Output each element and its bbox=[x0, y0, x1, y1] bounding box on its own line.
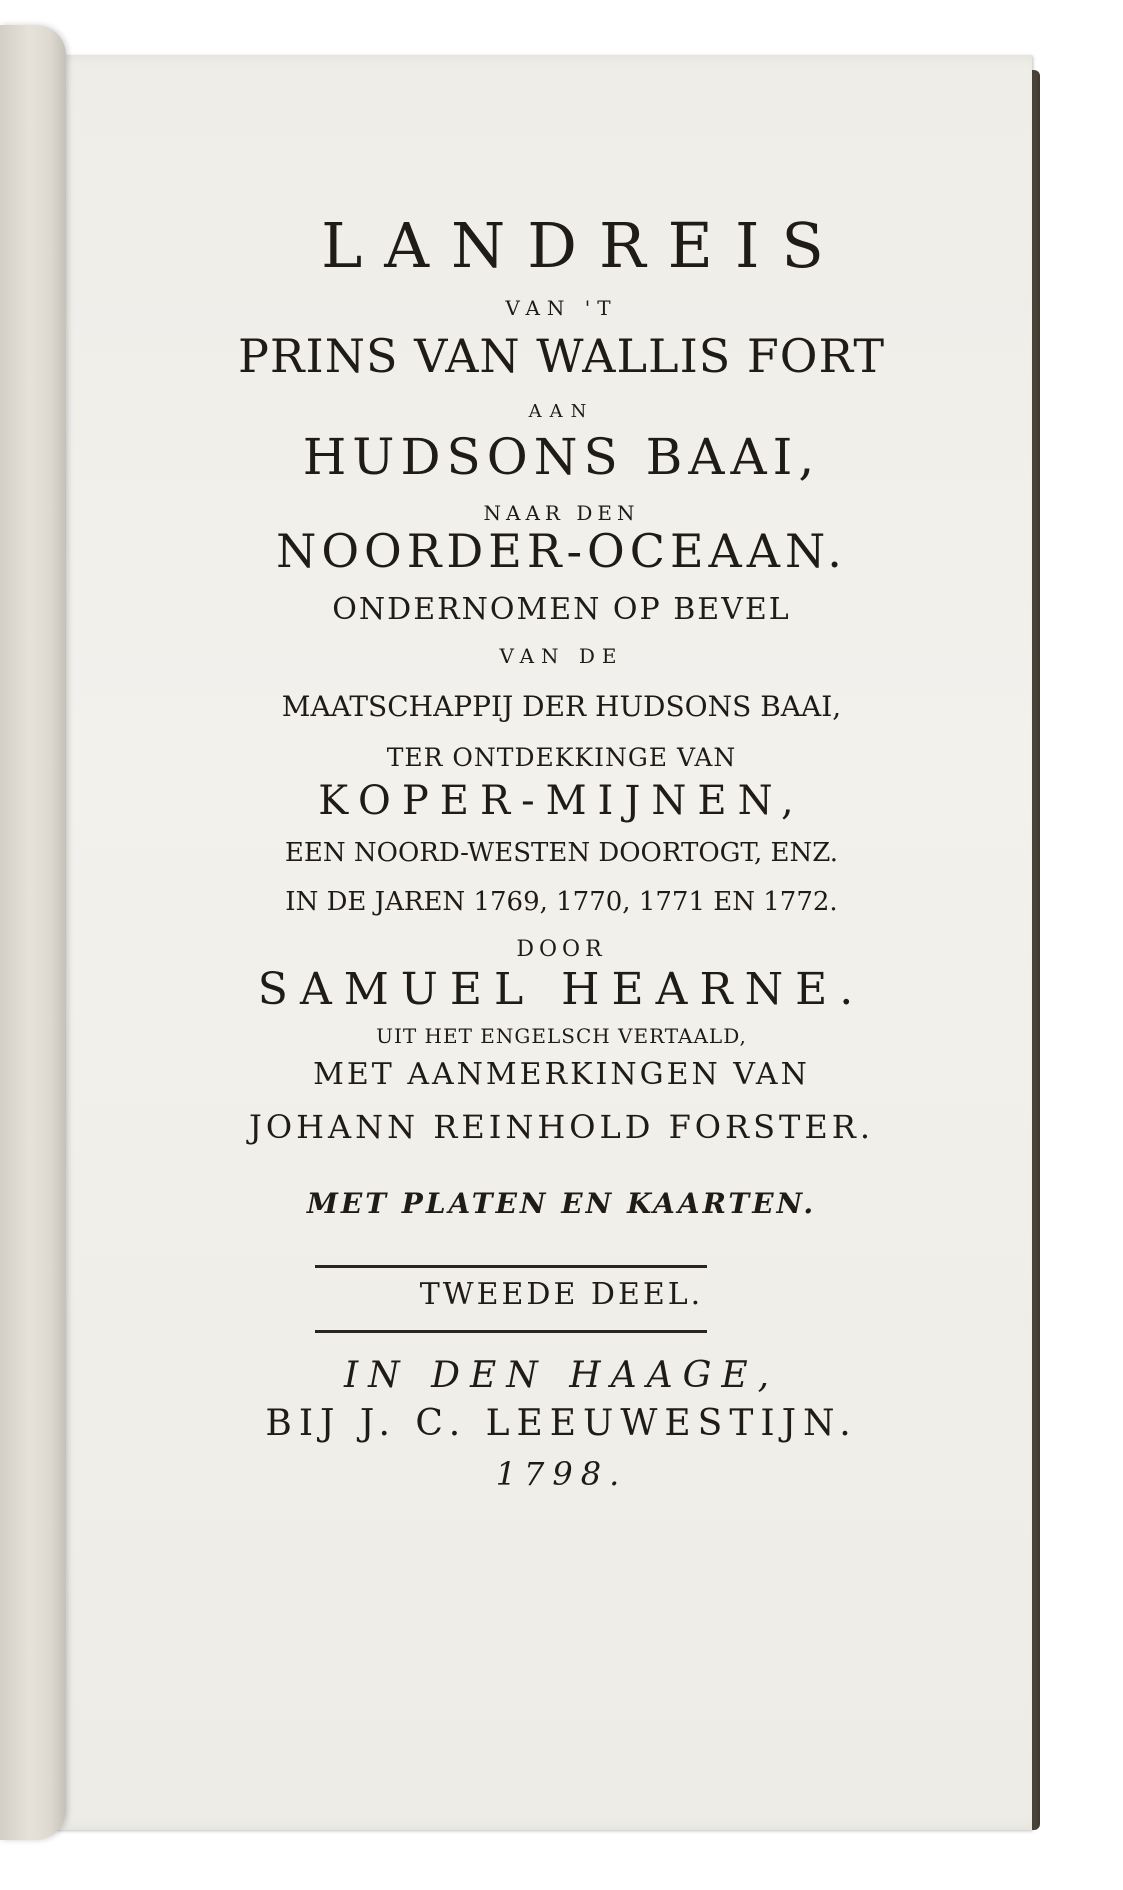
title-prins-van-wallis-fort: PRINS VAN WALLIS FORT bbox=[237, 329, 886, 383]
rule-bottom bbox=[315, 1330, 707, 1333]
subtitle-noord-westen: EEN NOORD-WESTEN DOORTOGT, ENZ. bbox=[284, 838, 839, 868]
subtitle-van-de: VAN DE bbox=[499, 644, 624, 668]
subtitle-maatschappij: MAATSCHAPPIJ DER HUDSONS BAAI, bbox=[281, 690, 842, 723]
title-van-t: VAN 'T bbox=[505, 296, 618, 320]
title-naar-den: NAAR DEN bbox=[483, 501, 640, 525]
translation-note: UIT HET ENGELSCH VERTAALD, bbox=[376, 1024, 747, 1048]
imprint-publisher: BIJ J. C. LEEUWESTIJN. bbox=[265, 1403, 858, 1444]
title-landreis: LANDREIS bbox=[321, 209, 846, 282]
author-door: DOOR bbox=[516, 937, 607, 962]
volume-label: TWEEDE DEEL. bbox=[419, 1277, 704, 1312]
title-aan: AAN bbox=[528, 401, 595, 422]
imprint-place: IN DEN HAAGE, bbox=[343, 1355, 780, 1396]
imprint-year: 1798. bbox=[495, 1455, 628, 1493]
subtitle-koper-mijnen: KOPER-MIJNEN, bbox=[318, 778, 805, 824]
author-name: SAMUEL HEARNE. bbox=[257, 964, 866, 1015]
subtitle-ontdekkinge: TER ONTDEKKINGE VAN bbox=[386, 743, 737, 772]
plates-note: MET PLATEN EN KAARTEN. bbox=[306, 1187, 817, 1220]
title-noorder-oceaan: NOORDER-OCEAAN. bbox=[276, 524, 847, 578]
rule-top bbox=[315, 1265, 707, 1268]
subtitle-ondernomen: ONDERNOMEN OP BEVEL bbox=[332, 592, 791, 627]
subtitle-jaren: IN DE JAREN 1769, 1770, 1771 EN 1772. bbox=[285, 887, 838, 917]
title-hudsons-baai: HUDSONS BAAI, bbox=[302, 428, 821, 486]
annotator-name: JOHANN REINHOLD FORSTER. bbox=[249, 1108, 874, 1146]
annotations-note: MET AANMERKINGEN VAN bbox=[313, 1057, 810, 1092]
